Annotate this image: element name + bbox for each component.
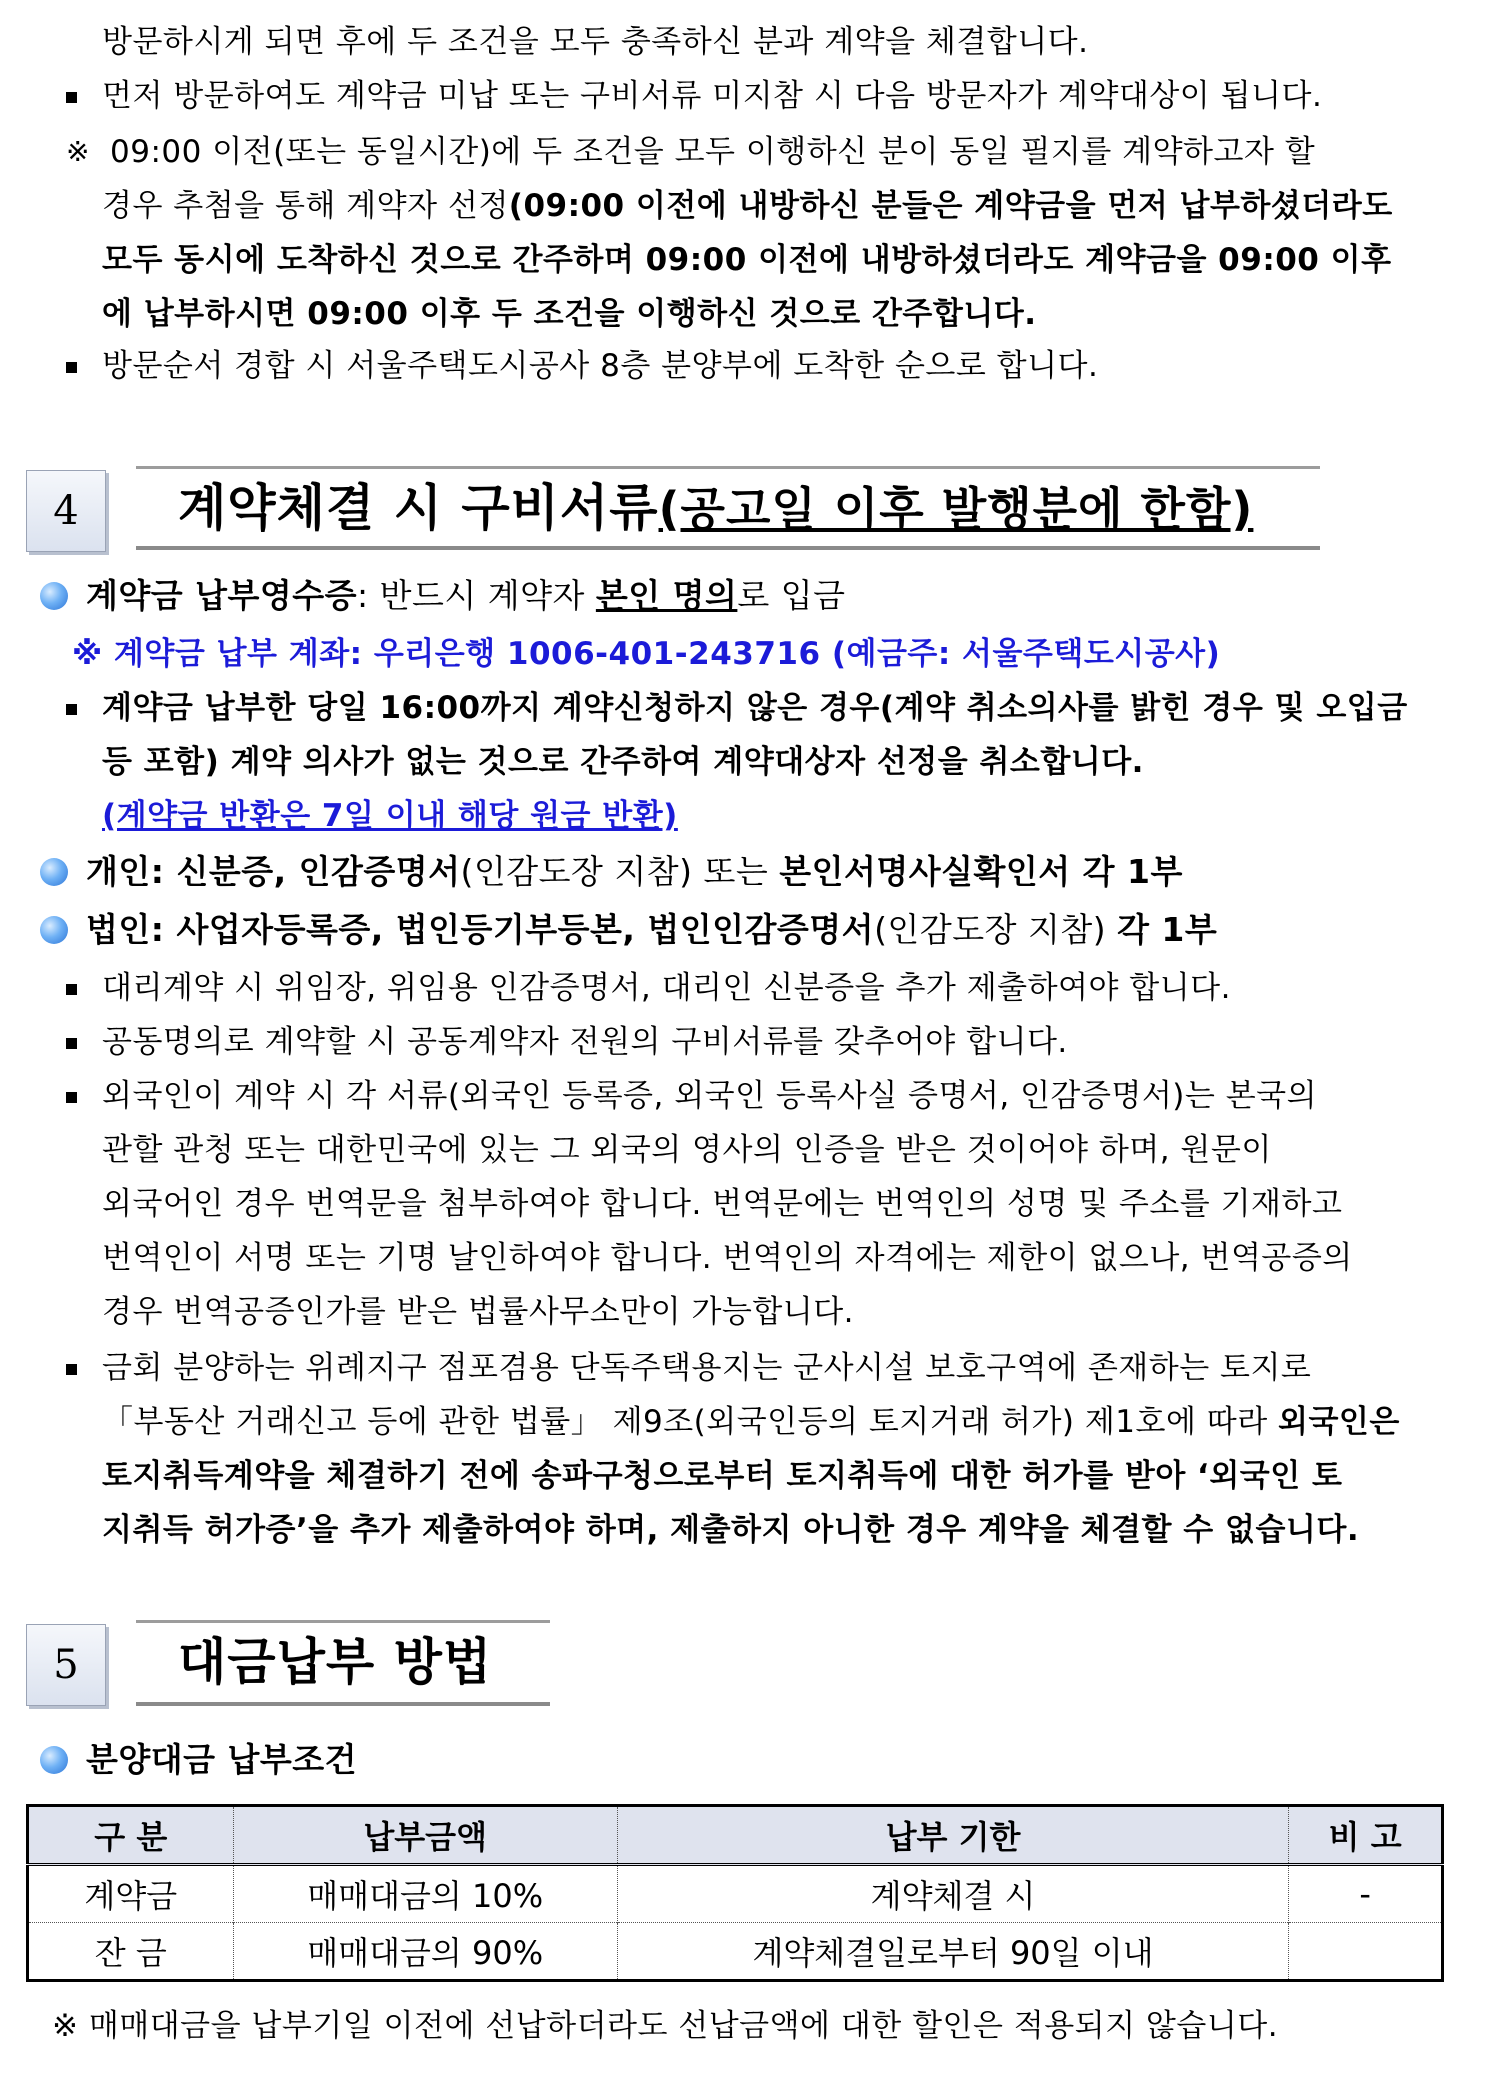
bullet-square (66, 704, 77, 715)
intro-note-line: 에 납부하시면 09:00 이후 두 조건을 이행하신 것으로 간주합니다. (102, 296, 1037, 332)
land-line: 「부동산 거래신고 등에 관한 법률」 제9조(외국인등의 토지거래 허가) 제1호에 따라 외국인은 (102, 1404, 1400, 1440)
table-header-cell: 비 고 (1289, 1806, 1443, 1865)
bullet-dot (40, 582, 68, 610)
individual-docs: 개인: 신분증, 인감증명서(인감도장 지참) 또는 본인서명사실확인서 각 1부 (86, 852, 1183, 891)
joint-line: 공동명의로 계약할 시 공동계약자 전원의 구비서류를 갖추어야 합니다. (102, 1024, 1068, 1060)
land-line: 토지취득계약을 체결하기 전에 송파구청으로부터 토지취득에 대한 허가를 받아 ‘외국인 토 (102, 1458, 1343, 1494)
bullet-dot (40, 858, 68, 886)
bullet-square (66, 1364, 77, 1375)
section-number: 5 (26, 1624, 106, 1706)
bullet-square (66, 362, 77, 373)
bullet-dot (40, 916, 68, 944)
section-number: 4 (26, 470, 106, 552)
intro-bullet: 방문순서 경합 시 서울주택도시공사 8층 분양부에 도착한 순으로 합니다. (102, 348, 1099, 384)
table-header-row (28, 1806, 1443, 1865)
payment-footnote: ※ 매매대금을 납부기일 이전에 선납하더라도 선납금액에 대한 할인은 적용되지 않습니다. (52, 2008, 1279, 2044)
table-cell: 계약체결일로부터 90일 이내 (617, 1923, 1288, 1981)
refund-note: (계약금 반환은 7일 이내 해당 원금 반환) (102, 798, 678, 834)
bullet-square (66, 1092, 77, 1103)
intro-line: 방문하시게 되면 후에 두 조건을 모두 충족하신 분과 계약을 체결합니다. (102, 24, 1089, 60)
table-row (28, 1865, 1443, 1923)
foreign-line: 번역인이 서명 또는 기명 날인하여야 합니다. 번역인의 자격에는 제한이 없으나, 번역공증의 (102, 1240, 1353, 1276)
payment-subhead: 분양대금 납부조건 (86, 1740, 358, 1779)
table-cell: 계약금 (28, 1865, 234, 1923)
bullet-square (66, 92, 77, 103)
deadline-line: 계약금 납부한 당일 16:00까지 계약신청하지 않은 경우(계약 취소의사를 밝힌 경우 및 오입금 (102, 690, 1408, 726)
table-cell: 계약체결 시 (617, 1865, 1288, 1923)
bullet-square (66, 984, 77, 995)
foreign-line: 외국인이 계약 시 각 서류(외국인 등록증, 외국인 등록사실 증명서, 인감증명서)는 본국의 (102, 1078, 1318, 1114)
section-rule (136, 466, 1320, 469)
intro-bullet: 먼저 방문하여도 계약금 미납 또는 구비서류 미지참 시 다음 방문자가 계약대상이 됩니다. (102, 78, 1323, 114)
table-cell: 잔 금 (28, 1923, 234, 1981)
intro-note-line: 모두 동시에 도착하신 것으로 간주하며 09:00 이전에 내방하셨더라도 계약금을 09:00 이후 (102, 242, 1392, 278)
corporate-docs: 법인: 사업자등록증, 법인등기부등본, 법인인감증명서(인감도장 지참) 각 1부 (86, 910, 1218, 949)
table-header-cell: 납부 기한 (617, 1806, 1288, 1865)
foreign-line: 경우 번역공증인가를 받은 법률사무소만이 가능합니다. (102, 1294, 855, 1330)
section-rule (136, 1620, 550, 1623)
receipt-item: 계약금 납부영수증: 반드시 계약자 본인 명의로 입금 (86, 576, 846, 615)
section-rule (136, 1702, 550, 1706)
bullet-dot (40, 1746, 68, 1774)
foreign-line: 관할 관청 또는 대한민국에 있는 그 외국의 영사의 인증을 받은 것이어야 하며, 원문이 (102, 1132, 1272, 1168)
land-line: 지취득 허가증’을 추가 제출하여야 하며, 제출하지 아니한 경우 계약을 체결할 수 없습니다. (102, 1512, 1360, 1548)
payment-table (26, 1804, 1444, 1982)
table-row (28, 1923, 1443, 1981)
deadline-line: 등 포함) 계약 의사가 없는 것으로 간주하여 계약대상자 선정을 취소합니다. (102, 744, 1144, 780)
bullet-square (66, 1038, 77, 1049)
intro-note-line: 09:00 이전(또는 동일시간)에 두 조건을 모두 이행하신 분이 동일 필지를 계약하고자 할 (110, 134, 1316, 170)
land-line: 금회 분양하는 위례지구 점포겸용 단독주택용지는 군사시설 보호구역에 존재하는 토지로 (102, 1350, 1312, 1386)
table-cell (1289, 1923, 1443, 1981)
table-header-cell: 납부금액 (233, 1806, 617, 1865)
section-title: 대금납부 방법 (178, 1633, 493, 1691)
section-title: 계약체결 시 구비서류(공고일 이후 발행분에 한함) (178, 479, 1254, 537)
foreign-line: 외국어인 경우 번역문을 첨부하여야 합니다. 번역문에는 번역인의 성명 및 주소를 기재하고 (102, 1186, 1343, 1222)
intro-note-line: 경우 추첨을 통해 계약자 선정(09:00 이전에 내방하신 분들은 계약금을 먼저 납부하셨더라도 (102, 188, 1393, 224)
table-cell: 매매대금의 10% (233, 1865, 617, 1923)
account-note: ※ 계약금 납부 계좌: 우리은행 1006-401-243716 (예금주: 서울주택도시공사) (72, 636, 1221, 672)
section-rule (136, 546, 1320, 550)
table-header-cell: 구 분 (28, 1806, 234, 1865)
proxy-line: 대리계약 시 위임장, 위임용 인감증명서, 대리인 신분증을 추가 제출하여야 합니다. (102, 970, 1231, 1006)
table-cell: - (1289, 1865, 1443, 1923)
note-mark: ※ (66, 135, 90, 168)
table-cell: 매매대금의 90% (233, 1923, 617, 1981)
